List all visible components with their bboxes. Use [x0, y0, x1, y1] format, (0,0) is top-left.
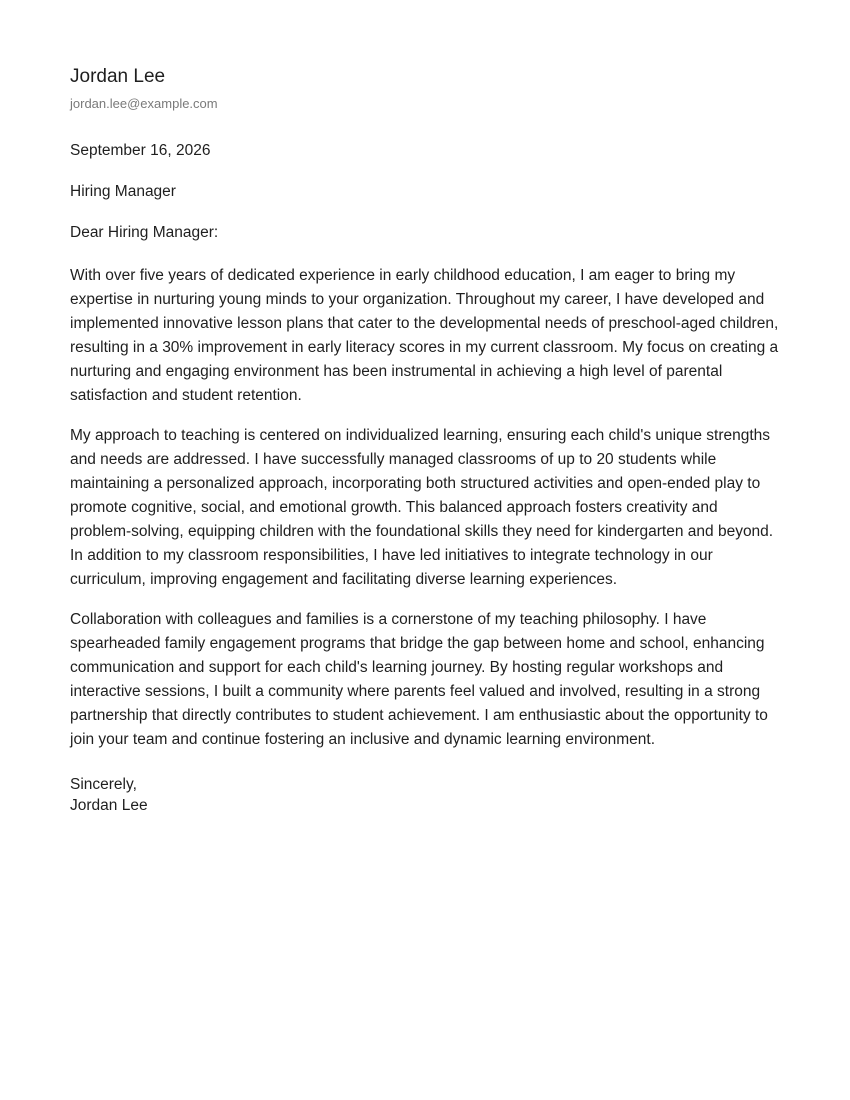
salutation: Dear Hiring Manager: [70, 224, 219, 241]
body-paragraph-2: My approach to teaching is centered on individualized learning, ensuring each child's unique strengths and needs are addressed. I have successfully managed classrooms of up to 20 students while maintaining a personalized approach, incorporating both structured activities and open-ended play to promote cognitive, social, and emotional growth. This balanced approach fosters creativity and problem-solving, equipping children with the foundational skills they need for kindergarten and beyond. In addition to my classroom responsibilities, I have led initiatives to integrate technology in our curriculum, improving engagement and facilitating diverse learning experiences. [70, 427, 774, 588]
letter-date: September 16, 2026 [70, 142, 211, 159]
sender-email: jordan.lee@example.com [70, 96, 218, 111]
recipient: Hiring Manager [70, 183, 176, 200]
letter-header [70, 66, 780, 112]
signature: Jordan Lee [70, 797, 148, 814]
body-paragraph-3: Collaboration with colleagues and families is a cornerstone of my teaching philosophy. I have spearheaded family engagement programs that bridge the gap between home and school, enhancing communication and support for each child's learning journey. By hosting regular workshops and interactive sessions, I built a community where parents feel valued and involved, resulting in a strong partnership that directly contributes to student achievement. I am enthusiastic about the opportunity to join your team and continue fostering an inclusive and dynamic learning environment. [70, 611, 768, 748]
sender-name: Jordan Lee [70, 66, 166, 87]
closing: Sincerely, [70, 776, 137, 793]
letter-body [70, 264, 780, 752]
body-paragraph-1: With over five years of dedicated experience in early childhood education, I am eager to bring my expertise in nurturing young minds to your organization. Throughout my career, I have developed and implemented innovative lesson plans that cater to the developmental needs of preschool-aged children, resulting in a 30% improvement in early literacy scores in my current classroom. My focus on creating a nurturing and engaging environment has been instrumental in achieving a high level of parental satisfaction and student retention. [70, 267, 779, 404]
